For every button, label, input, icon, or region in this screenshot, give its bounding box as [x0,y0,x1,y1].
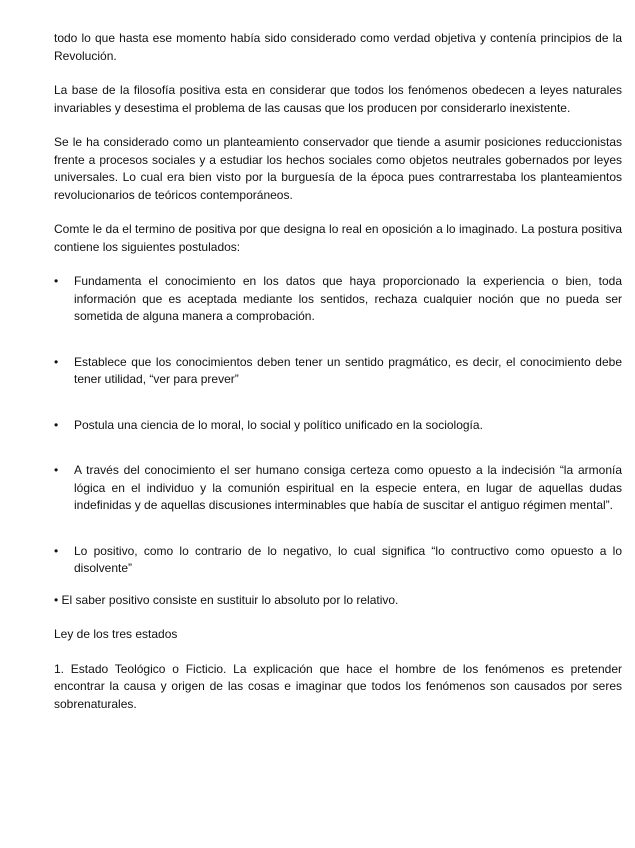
list-item [54,354,622,389]
list-item-text: Postula una ciencia de lo moral, lo social y político unificado en la sociología. [74,417,483,432]
bullet-icon: • [54,463,59,477]
paragraph-theological-state: 1. Estado Teológico o Ficticio. La explicación que hace el hombre de los fenómenos es pretender encontrar la causa y origen de las cosas e imaginar que todos los fenómenos son causados por seres sobrenaturales. [54,661,622,711]
section-heading: Ley de los tres estados [54,627,178,641]
list-item [54,462,622,515]
list-item [54,543,622,578]
list-item [54,273,622,326]
list-item-text: A través del conocimiento el ser humano consiga certeza como opuesto a la indecisión “la armonía lógica en el individuo y la comunión espiritual en la especie entera, en lugar de aquellas dudas indefinidas y de aquellas discusiones interminables que había de suscitar el antiguo régimen mental”. [74,463,622,512]
paragraph-inline-bullet: • El saber positivo consiste en sustituir lo absoluto por lo relativo. [54,592,399,607]
bullet-icon: • [54,543,59,558]
list-item-text: Fundamenta el conocimiento en los datos que haya proporcionado la experiencia o bien, toda información que es aceptada mediante los sentidos, rechaza cualquier noción que no pueda ser sometida de alguna manera a comprobación. [74,274,622,323]
list-item [54,417,622,435]
bullet-icon: • [54,417,59,432]
paragraph-conservative-approach: Se le ha considerado como un planteamiento conservador que tiende a asumir posiciones reduccionistas frente a procesos sociales y a estudiar los hechos sociales como objetos neutrales gobernados por leyes universales. Lo cual era bien visto por la burguesía de la época pues contrarrestaba los planteamientos revolucionarios de teóricos contemporáneos. [54,135,622,202]
paragraph-comte-positive: Comte le da el termino de positiva por que designa lo real en oposición a lo imaginado. La postura positiva contiene los siguientes postulados: [54,222,622,254]
list-item-text: Establece que los conocimientos deben tener un sentido pragmático, es decir, el conocimiento debe tener utilidad, “ver para prever” [74,354,622,386]
document-page [54,30,622,713]
postulates-list [54,273,622,578]
bullet-icon: • [54,354,59,369]
paragraph-positive-philosophy-basis: La base de la filosofía positiva esta en considerar que todos los fenómenos obedecen a leyes naturales invariables y desestima el problema de las causas que los producen por considerarlo inexistente. [54,83,622,115]
list-item-text: Lo positivo, como lo contrario de lo negativo, lo cual significa “lo contructivo como opuesto a lo disolvente” [74,543,622,575]
paragraph-continuation: todo lo que hasta ese momento había sido considerado como verdad objetiva y contenía principios de la Revolución. [54,31,622,63]
bullet-icon: • [54,274,59,288]
